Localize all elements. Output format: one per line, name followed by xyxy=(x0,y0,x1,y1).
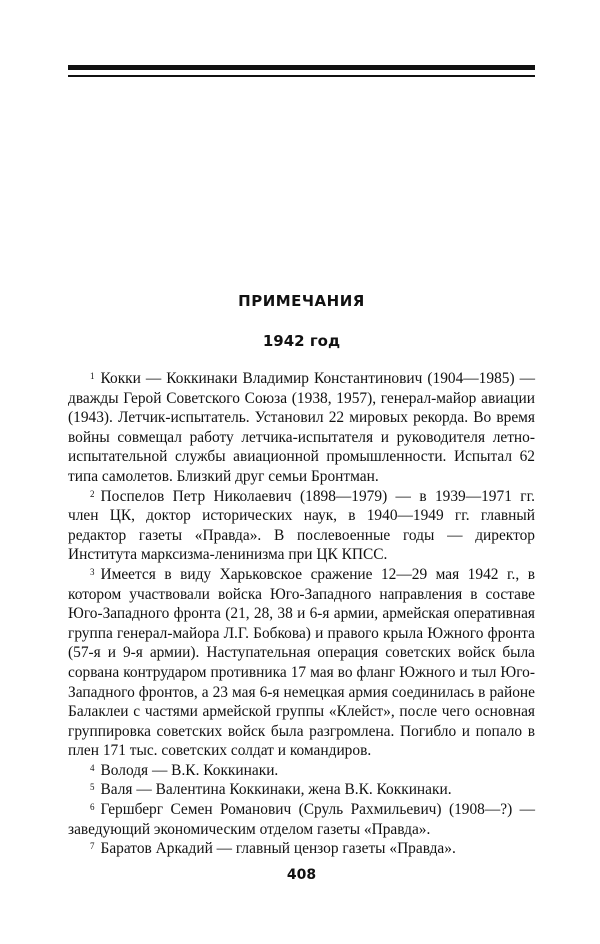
note-text: Володя — В.К. Коккинаки. xyxy=(100,761,279,779)
note-text: Валя — Валентина Коккинаки, жена В.К. Коккинаки. xyxy=(100,781,452,799)
note-item xyxy=(68,780,535,800)
note-text: Баратов Аркадий — главный цензор газеты «Правда». xyxy=(100,840,456,858)
note-number: 4 xyxy=(90,762,95,773)
note-text: Поспелов Петр Николаевич (1898—1979) — в 1939—1971 гг. член ЦК, доктор исторических наук, в 1940—1949 гг. главный редактор газеты «Правда». В послевоенные годы — директор Института марксизма-ленинизма при ЦК КПСС. xyxy=(68,487,535,564)
note-text: Кокки — Коккинаки Владимир Константинович (1904—1985) — дважды Герой Советского Союза (1938, 1957), генерал-майор авиации (1943). Летчик-испытатель. Установил 22 мировых рекорда. Во время войны совмещал работу летчика-испытателя и руководителя летно-испытательной службы авиационной промышленности. Испытал 62 типа самолетов. Близкий друг семьи Бронтман. xyxy=(68,370,535,485)
note-number: 6 xyxy=(90,802,95,813)
note-number: 1 xyxy=(90,371,95,381)
note-number: 7 xyxy=(90,841,95,852)
notes-list xyxy=(68,369,535,859)
page-title: ПРИМЕЧАНИЯ xyxy=(238,292,365,310)
note-item xyxy=(68,800,535,839)
note-item xyxy=(68,761,535,781)
note-item xyxy=(68,839,535,859)
section-heading: 1942 год xyxy=(262,332,341,350)
note-text: Гершберг Семен Романович (Сруль Рахмильевич) (1908—?) — заведующий экономическим отделом газеты «Правда». xyxy=(68,801,535,838)
note-number: 5 xyxy=(90,782,95,793)
page-number: 408 xyxy=(286,867,317,883)
note-number: 3 xyxy=(90,566,95,577)
header-rule-thick xyxy=(68,65,535,70)
header-rule-thin xyxy=(68,75,535,77)
note-item xyxy=(68,369,535,487)
note-item xyxy=(68,487,535,565)
note-text: Имеется в виду Харьковское сражение 12—29 мая 1942 г., в котором участвовали войска Юго-Западного направления в составе Юго-Западного фронта (21, 28, 38 и 6-я армии, армейская оперативная группа генерал-майора Л.Г. Бобкова) и правого крыла Южного фронта (57-я и 9-я армии). Наступательная операция советских войск была сорвана контрударом противника 17 мая во фланг Южного и тыл Юго-Западного фронтов, а 23 мая 6-я немецкая армия соединилась в районе Балаклеи с частями армейской группы «Клейст», после чего основная группировка советских войск была разгромлена. Погибло и попало в плен 171 тыс. советских солдат и командиров. xyxy=(68,565,535,760)
note-item xyxy=(68,565,535,761)
note-number: 2 xyxy=(90,488,95,499)
